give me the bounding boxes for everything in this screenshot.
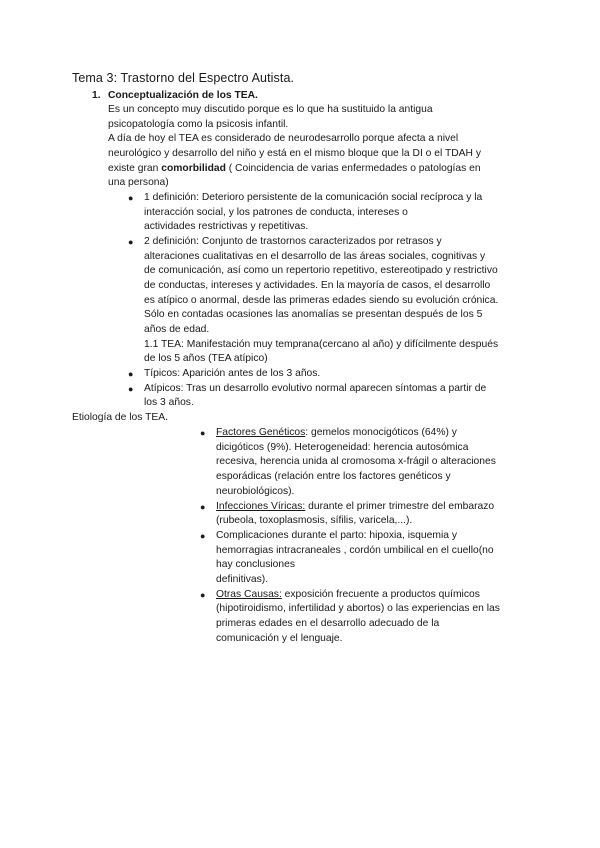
list-item-line: 1 definición: Deterioro persistente de la comunicación social recíproca y la <box>144 192 483 203</box>
bullet-icon: ● <box>128 193 134 203</box>
list-item-line: años de edad. <box>144 324 210 335</box>
text: exposición frecuente a productos químicos <box>281 589 480 600</box>
list-item-line: Típicos: Aparición antes de los 3 años. <box>144 368 321 379</box>
list-item-line: Sólo en contadas ocasiones las anomalías se presentan después de los 5 <box>144 309 483 320</box>
list-item-line: esporádicas (relación entre los factores genéticos y <box>216 471 451 482</box>
text: durante el primer trimestre del embarazo <box>305 501 495 512</box>
list-item-line: hay conclusiones <box>216 559 295 570</box>
list-item-line: de los 5 años (TEA atípico) <box>144 353 268 364</box>
section-number: 1. <box>92 90 101 101</box>
underlined-term: Otras Causas: <box>216 589 282 600</box>
list-item-line: comunicación y el lenguaje. <box>216 633 343 644</box>
bullet-icon: ● <box>200 531 206 541</box>
list-item-line: alteraciones cualitativas en el desarrollo de las áreas sociales, cognitivas y <box>144 251 486 262</box>
list-item-line: 2 definición: Conjunto de trastornos caracterizados por retrasos y <box>144 236 442 247</box>
list-item-line: Atípicos: Tras un desarrollo evolutivo normal aparecen síntomas a partir de <box>144 383 487 394</box>
paragraph-line <box>108 162 481 177</box>
bullet-icon: ● <box>128 384 134 394</box>
section-heading-etiology: Etiología de los TEA. <box>72 412 168 423</box>
text: existe gran <box>108 163 162 174</box>
paragraph-line: neurológico y desarrollo del niño y está en el mismo bloque que la DI o el TDAH y <box>108 148 481 159</box>
paragraph-line: psicopatología como la psicosis infantil. <box>108 119 289 130</box>
list-item-line: actividades restrictivas y repetitivas. <box>144 221 309 232</box>
paragraph-line: una persona) <box>108 177 169 188</box>
list-item-line: primeras edades en el desarrollo adecuado de la <box>216 618 440 629</box>
bullet-icon: ● <box>200 502 206 512</box>
bold-term: comorbilidad <box>161 163 226 174</box>
list-item-line: dicigóticos (9%). Heterogeneidad: herencia autosómica <box>216 442 469 453</box>
list-item-line: definitivas). <box>216 574 269 585</box>
bullet-icon: ● <box>128 369 134 379</box>
paragraph-line: Es un concepto muy discutido porque es lo que ha sustituido la antigua <box>108 104 433 115</box>
bullet-icon: ● <box>200 428 206 438</box>
bullet-icon: ● <box>128 237 134 247</box>
list-item-line <box>216 500 494 515</box>
list-item-line: (rubeola, toxoplasmosis, sífilis, varicela,...). <box>216 515 413 526</box>
list-item-line: interacción social, y los patrones de conducta, intereses o <box>144 207 408 218</box>
list-item-line <box>216 426 457 441</box>
list-item-line: los 3 años. <box>144 397 194 408</box>
list-item-line: de conductas, intereses y actividades. En la mayoría de casos, el desarrollo <box>144 280 491 291</box>
section-heading: Conceptualización de los TEA. <box>108 90 258 101</box>
list-item-line: recesiva, herencia unida al cromosoma x-frágil o alteraciones <box>216 456 496 467</box>
list-item-line: hemorragias intracraneales , cordón umbilical en el cuello(no <box>216 545 494 556</box>
text: : gemelos monocigóticos (64%) y <box>305 427 457 438</box>
list-item-line <box>216 588 480 603</box>
list-item-line: neurobiológicos). <box>216 486 295 497</box>
list-item-line: 1.1 TEA: Manifestación muy temprana(cercano al año) y difícilmente después <box>144 339 499 350</box>
list-item-line: de comunicación, así como un repertorio repetitivo, estereotipado y restrictivo <box>144 265 498 276</box>
underlined-term: Factores Genéticos <box>216 427 306 438</box>
text: ( Coincidencia de varias enfermedades o patologías en <box>225 163 481 174</box>
underlined-term: Infecciones Víricas: <box>216 501 306 512</box>
page-title: Tema 3: Trastorno del Espectro Autista. <box>72 71 295 85</box>
list-item-line: Complicaciones durante el parto: hipoxia, isquemia y <box>216 530 457 541</box>
bullet-icon: ● <box>200 590 206 600</box>
list-item-line: (hipotiroidismo, infertilidad y abortos) o las experiencias en las <box>216 603 500 614</box>
list-item-line: es atípico o anormal, desde las primeras edades siendo su evolución crónica. <box>144 295 499 306</box>
paragraph-line: A día de hoy el TEA es considerado de neurodesarrollo porque afecta a nivel <box>108 133 459 144</box>
